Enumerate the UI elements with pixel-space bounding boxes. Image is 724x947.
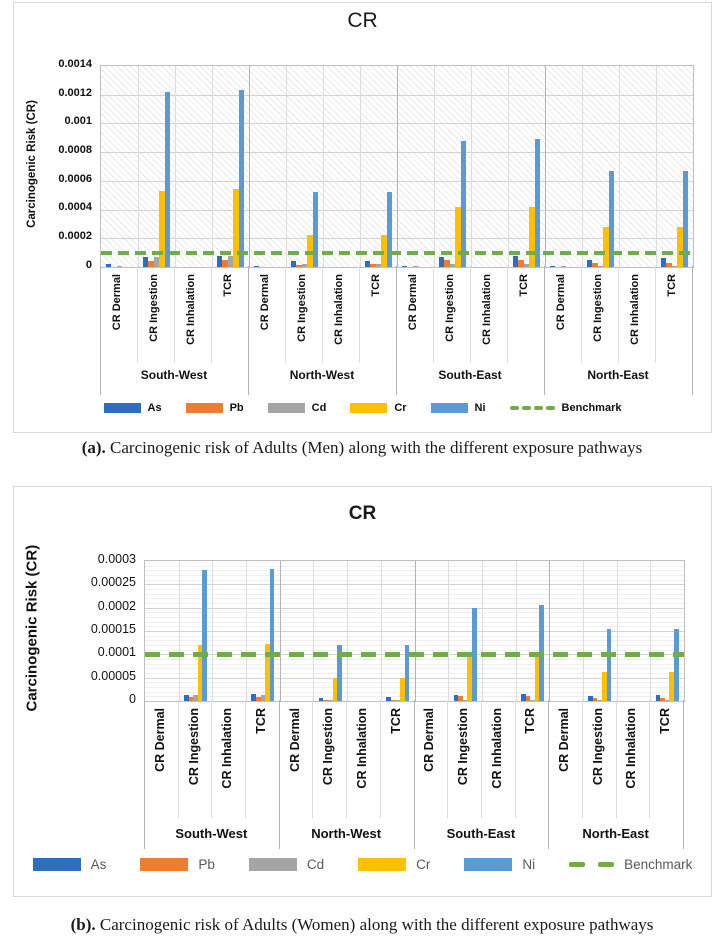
legend-label: Cd (306, 856, 325, 872)
legend-label: As (147, 402, 162, 414)
region-separator (415, 561, 416, 701)
category-separator (286, 66, 287, 267)
axis-category-line (359, 266, 360, 363)
legend-a (14, 400, 711, 416)
x-category-label: CR Ingestion (443, 274, 456, 342)
legend-item (464, 857, 535, 872)
ni-bar (165, 92, 171, 267)
y-tick-label: 0.001 (64, 115, 92, 128)
y-tick-label: 0.00005 (90, 668, 136, 683)
category-separator (212, 561, 213, 701)
category-separator (246, 561, 247, 701)
x-category-label: CR Inhalation (220, 708, 235, 789)
x-category-label: TCR (221, 274, 234, 297)
y-tick-label: 0 (129, 691, 136, 706)
cd-bar (117, 266, 123, 267)
legend-label: Ni (474, 402, 486, 414)
legend-item (186, 402, 244, 414)
x-category-label: TCR (388, 708, 403, 734)
region-label: South-East (446, 826, 516, 841)
as-bar (550, 266, 556, 267)
category-separator (360, 66, 361, 267)
category-separator (619, 66, 620, 267)
x-category-label: CR Dermal (554, 274, 567, 331)
ni-bar (313, 192, 319, 267)
x-category-label: CR Inhalation (184, 274, 197, 345)
y-tick-label: 0.0006 (58, 172, 92, 185)
ni-legend-swatch (464, 858, 512, 871)
x-category-label: CR Ingestion (186, 708, 201, 786)
category-separator (323, 66, 324, 267)
axis-category-line (481, 700, 482, 818)
caption-a (0, 438, 724, 458)
plot-area-a (100, 65, 694, 268)
category-separator (179, 561, 180, 701)
x-category-label: TCR (369, 274, 382, 297)
region-label: North-West (289, 368, 355, 382)
y-tick-label: 0.0014 (58, 57, 92, 70)
region-separator (249, 66, 250, 267)
benchmark-line (145, 652, 684, 657)
y-tick-label: 0.0002 (97, 598, 136, 613)
y-axis-title-b: Carcinogenic Risk (CR) (23, 544, 41, 712)
x-category-label: CR Inhalation (354, 708, 369, 789)
caption-b-text: Carcinogenic risk of Adults (Women) along with the different exposure pathways (95, 915, 654, 934)
axis-category-line (245, 700, 246, 818)
category-separator (583, 561, 584, 701)
axis-category-line (137, 266, 138, 363)
y-tick-label: 0.00015 (90, 621, 136, 636)
legend-item (431, 402, 486, 414)
cr-legend-swatch (358, 858, 406, 871)
category-separator (313, 561, 314, 701)
caption-a-text: Carcinogenic risk of Adults (Men) along with the different exposure pathways (105, 438, 643, 457)
category-separator (212, 66, 213, 267)
ni-bar (202, 570, 207, 701)
y-tick-label: 0 (85, 258, 92, 271)
ni-bar (387, 192, 393, 267)
axis-category-line (211, 266, 212, 363)
as-bar (106, 264, 112, 267)
legend-label: Pb (198, 856, 215, 872)
x-category-label: CR Inhalation (628, 274, 641, 345)
x-category-label: CR Ingestion (295, 274, 308, 342)
region-label: South-West (175, 826, 248, 841)
axis-category-line (515, 700, 516, 818)
category-separator (582, 66, 583, 267)
caption-b-label: (b). (70, 915, 96, 934)
ni-bar (607, 629, 612, 701)
benchmark-dash (534, 406, 543, 410)
ni-bar (239, 90, 245, 267)
axis-region-line (683, 700, 684, 849)
category-separator (656, 66, 657, 267)
category-separator (434, 66, 435, 267)
region-separator (397, 66, 398, 267)
category-separator (617, 561, 618, 701)
benchmark-dash (546, 406, 555, 410)
benchmark-dash (522, 406, 531, 410)
benchmark-legend-swatch (569, 862, 614, 867)
legend-item (358, 857, 430, 872)
benchmark-dash (510, 406, 519, 410)
as-legend-swatch (104, 403, 141, 413)
ni-bar (674, 629, 679, 701)
axis-category-line (346, 700, 347, 818)
axis-category-line (649, 700, 650, 818)
chart-panel-women (13, 486, 712, 897)
x-category-label: TCR (517, 274, 530, 297)
axis-category-line (655, 266, 656, 363)
axis-category-line (447, 700, 448, 818)
axis-category-line (380, 700, 381, 818)
x-category-label: CR Ingestion (147, 274, 160, 342)
benchmark-line (101, 251, 693, 255)
x-category-label: TCR (658, 708, 673, 734)
chart-title-a: CR (347, 9, 378, 32)
category-separator (516, 561, 517, 701)
legend-item-benchmark (510, 402, 622, 414)
axis-category-line (285, 266, 286, 363)
category-separator (347, 561, 348, 701)
x-category-label: TCR (665, 274, 678, 297)
axis-category-line (174, 266, 175, 363)
axis-category-line (618, 266, 619, 363)
axis-category-line (581, 266, 582, 363)
category-separator (175, 66, 176, 267)
cd-legend-swatch (249, 858, 297, 871)
axis-category-line (616, 700, 617, 818)
legend-label: Benchmark (561, 402, 622, 414)
region-label: South-West (140, 368, 208, 382)
legend-item (249, 857, 324, 872)
category-separator (482, 561, 483, 701)
x-category-label: CR Ingestion (321, 708, 336, 786)
plot-area-b (144, 560, 685, 702)
pb-legend-swatch (186, 403, 223, 413)
x-category-label: CR Dermal (287, 708, 302, 772)
category-separator (448, 561, 449, 701)
legend-label: Cr (394, 402, 407, 414)
y-tick-label: 0.0008 (58, 143, 92, 156)
x-category-label: TCR (253, 708, 268, 734)
legend-label: Ni (522, 856, 536, 872)
ni-bar (535, 139, 541, 267)
y-tick-label: 0.0001 (97, 645, 136, 660)
as-bar (402, 266, 408, 267)
x-category-label: CR Ingestion (591, 274, 604, 342)
cd-bar (561, 266, 567, 267)
axis-category-line (322, 266, 323, 363)
legend-item (350, 402, 406, 414)
ni-bar (270, 569, 275, 701)
axis-category-line (433, 266, 434, 363)
axis-category-line (470, 266, 471, 363)
x-category-label: CR Inhalation (332, 274, 345, 345)
benchmark-dash (598, 862, 614, 867)
category-separator (508, 66, 509, 267)
legend-item-benchmark (569, 857, 692, 872)
region-separator (545, 66, 546, 267)
cd-legend-swatch (268, 403, 305, 413)
axis-category-line (178, 700, 179, 818)
category-separator (138, 66, 139, 267)
x-category-label: TCR (523, 708, 538, 734)
legend-label: Cd (311, 402, 327, 414)
x-category-label: CR Ingestion (456, 708, 471, 786)
legend-item (33, 857, 107, 872)
region-separator (280, 561, 281, 701)
y-tick-label: 0.0003 (97, 551, 136, 566)
benchmark-dash (569, 862, 585, 867)
pb-legend-swatch (140, 858, 188, 871)
x-category-label: CR Inhalation (480, 274, 493, 345)
legend-item (140, 857, 215, 872)
as-bar (254, 266, 260, 267)
chart-title-b: CR (348, 503, 377, 524)
legend-item (268, 402, 327, 414)
ni-bar (461, 141, 467, 267)
cd-bar (413, 266, 419, 267)
category-separator (471, 66, 472, 267)
axis-category-line (582, 700, 583, 818)
category-separator (381, 561, 382, 701)
chart-panel-men (13, 2, 712, 433)
x-category-label: CR Ingestion (590, 708, 605, 786)
x-category-label: CR Dermal (557, 708, 572, 772)
y-tick-label: 0.0002 (58, 230, 92, 243)
x-category-label: CR Dermal (406, 274, 419, 331)
region-separator (549, 561, 550, 701)
axis-region-line (692, 266, 693, 395)
legend-label: Benchmark (624, 856, 693, 872)
legend-label: As (90, 856, 107, 872)
legend-label: Cr (416, 856, 431, 872)
category-separator (650, 561, 651, 701)
y-tick-label: 0.0012 (58, 86, 92, 99)
axis-category-line (211, 700, 212, 818)
region-label: North-East (582, 826, 649, 841)
region-label: South-East (438, 368, 502, 382)
benchmark-legend-swatch (510, 406, 555, 410)
x-category-label: CR Inhalation (624, 708, 639, 789)
x-category-label: CR Dermal (422, 708, 437, 772)
legend-item (104, 402, 162, 414)
legend-label: Pb (229, 402, 244, 414)
y-tick-label: 0.0004 (58, 201, 92, 214)
x-category-label: CR Dermal (110, 274, 123, 331)
x-category-label: CR Inhalation (489, 708, 504, 789)
x-category-label: CR Dermal (152, 708, 167, 772)
y-axis-title-a: Carcinogenic Risk (CR) (26, 100, 38, 228)
region-label: North-East (587, 368, 649, 382)
region-label: North-West (311, 826, 382, 841)
caption-a-label: (a). (81, 438, 106, 457)
caption-b (0, 915, 724, 935)
y-tick-label: 0.00025 (90, 575, 136, 590)
ni-legend-swatch (431, 403, 468, 413)
cr-legend-swatch (350, 403, 387, 413)
axis-category-line (507, 266, 508, 363)
x-category-label: CR Dermal (258, 274, 271, 331)
axis-category-line (312, 700, 313, 818)
legend-b (14, 855, 711, 873)
as-legend-swatch (33, 858, 81, 871)
